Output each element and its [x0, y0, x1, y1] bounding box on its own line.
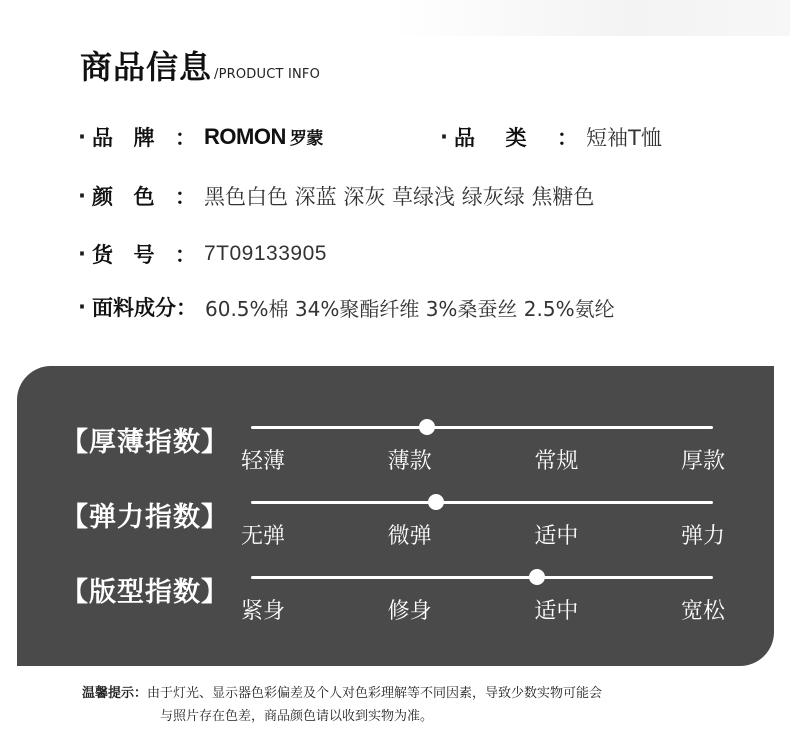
scale-label: 常规: [534, 449, 579, 474]
scale-label: 薄款: [387, 449, 432, 474]
index-panel: [17, 366, 774, 666]
bullet-dot: ·: [78, 242, 86, 266]
index-title: 【弹力指数】: [61, 502, 229, 533]
scale-label: 无弹: [240, 524, 285, 549]
scale-label: 适中: [534, 599, 579, 624]
bullet-dot: ·: [78, 295, 86, 319]
scale-label: 轻薄: [240, 449, 285, 474]
category-label: 品 类 ：: [454, 126, 578, 150]
item-no-label: 货 号 ：: [92, 243, 196, 267]
index-track: [251, 426, 713, 429]
elasticity-index: [17, 501, 774, 571]
color-label: 颜 色 ：: [92, 185, 196, 209]
color-value: 黑色白色 深蓝 深灰 草绿浅 绿灰绿 焦糖色: [204, 185, 595, 209]
scale-label: 宽松: [680, 599, 725, 624]
fabric-label: 面料成分：: [92, 296, 197, 320]
thickness-index: [17, 426, 774, 496]
index-scale: [240, 519, 725, 549]
top-banner-fade: [390, 0, 790, 36]
scale-label: 微弹: [387, 524, 432, 549]
index-scale: [240, 444, 725, 474]
color-disclaimer: [82, 682, 602, 728]
index-marker: [428, 494, 444, 510]
disclaimer-text-2: 与照片存在色差，商品颜色请以收到实物为准。: [160, 709, 434, 724]
scale-label: 紧身: [240, 599, 285, 624]
fabric-value: 60.5%棉 34%聚酯纤维 3%桑蚕丝 2.5%氨纶: [205, 296, 615, 321]
page-subtitle: /PRODUCT INFO: [214, 67, 321, 82]
index-track: [251, 501, 713, 504]
info-row-brand: [78, 122, 323, 152]
bullet-dot: ·: [78, 184, 86, 208]
index-marker: [529, 569, 545, 585]
index-scale: [240, 594, 725, 624]
index-title: 【厚薄指数】: [61, 427, 229, 458]
item-no-value: 7T09133905: [204, 242, 327, 265]
scale-label: 修身: [387, 599, 432, 624]
info-row-item-no: [78, 239, 327, 269]
index-title: 【版型指数】: [61, 577, 229, 608]
brand-value: [204, 124, 323, 150]
scale-label: 适中: [534, 524, 579, 549]
brand-name-cn: 罗蒙: [289, 129, 323, 149]
scale-label: 弹力: [680, 524, 725, 549]
disclaimer-text-1: 由于灯光、显示器色彩偏差及个人对色彩理解等不同因素，导致少数实物可能会: [147, 686, 603, 701]
scale-label: 厚款: [680, 449, 725, 474]
index-marker: [419, 419, 435, 435]
brand-label: 品 牌 ：: [92, 126, 196, 150]
index-track: [251, 576, 713, 579]
brand-name: ROMON: [204, 124, 286, 149]
disclaimer-line-1: [82, 682, 602, 705]
info-row-fabric: [78, 292, 615, 322]
section-header: [80, 42, 320, 88]
disclaimer-label: 温馨提示：: [82, 686, 148, 701]
info-row-color: [78, 181, 594, 211]
fit-index: [17, 576, 774, 646]
bullet-dot: ·: [78, 125, 86, 149]
category-value: 短袖T恤: [586, 126, 662, 150]
info-row-category: [440, 122, 662, 152]
page-title: 商品信息: [80, 48, 213, 86]
bullet-dot: ·: [440, 125, 448, 149]
